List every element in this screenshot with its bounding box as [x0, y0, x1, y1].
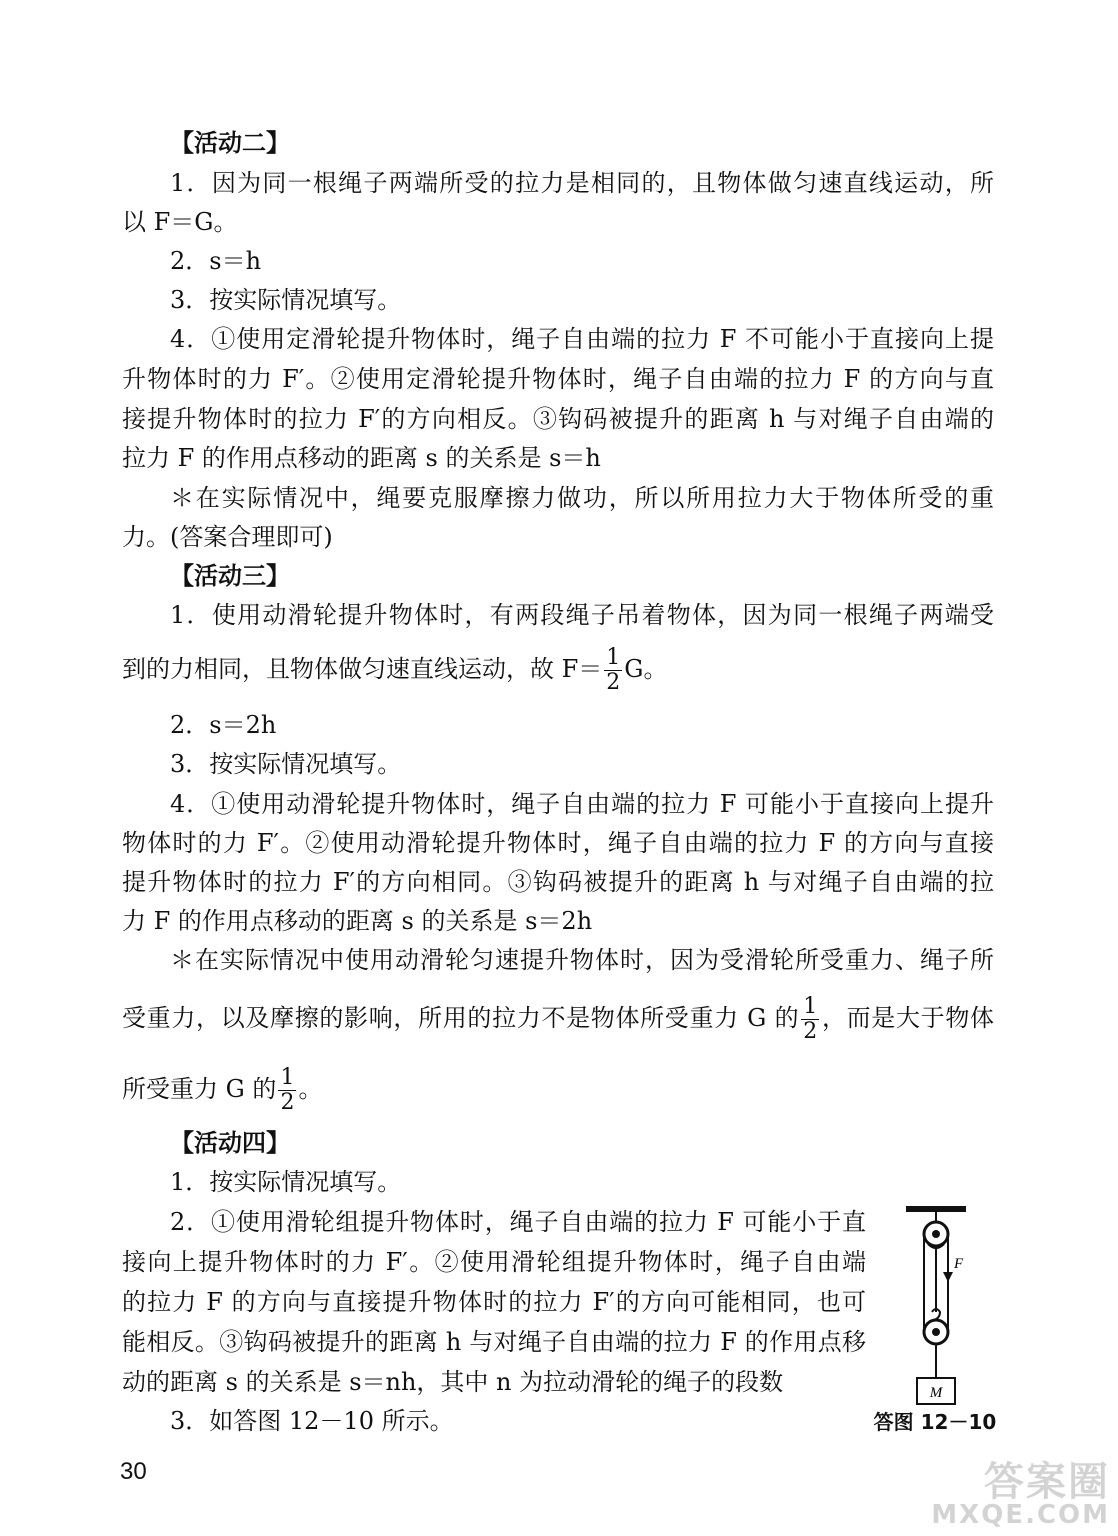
fraction-one-half: $\frac{1}{2}$ — [803, 994, 818, 1044]
force-label: F — [954, 1256, 964, 1272]
act2-answer-4-line3: 接提升物体时的拉力 F′的方向相反。③钩码被提升的距离 h 与对绳子自由端的 — [122, 405, 994, 433]
act3-note-line3: 所受重力 G 的 $\frac{1}{2}$ 。 — [122, 1065, 323, 1115]
figure-caption: 答图 12－10 — [873, 1410, 997, 1434]
act3-answer-2: 2．s＝2h — [170, 711, 277, 739]
activity-3-heading: 【活动三】 — [170, 561, 290, 590]
act3-answer-3: 3．按实际情况填写。 — [170, 750, 402, 778]
fraction-one-half: $\frac{1}{2}$ — [606, 645, 621, 695]
mass-label: M — [929, 1385, 943, 1401]
act2-answer-1-line1: 1．因为同一根绳子两端所受的拉力是相同的，且物体做匀速直线运动，所 — [170, 169, 994, 197]
page-number: 30 — [120, 1458, 147, 1485]
act2-answer-1-line2: 以 F＝G。 — [122, 208, 238, 236]
act2-note-line2: 力。(答案合理即可) — [122, 523, 333, 551]
act4-answer-2-line3: 的拉力 F 的方向与直接提升物体时的拉力 F′的方向可能相同，也可 — [122, 1288, 866, 1316]
act3-note-line1: ＊在实际情况中使用动滑轮匀速提升物体时，因为受滑轮所受重力、绳子所 — [170, 946, 994, 974]
act4-answer-2-line4: 能相反。③钩码被提升的距离 h 与对绳子自由端的拉力 F 的作用点移 — [122, 1328, 866, 1356]
act4-answer-2-line5: 动的距离 s 的关系是 s＝nh，其中 n 为拉动滑轮的绳子的段数 — [122, 1368, 784, 1396]
act3-answer-1-line2: 到的力相同，且物体做匀速直线运动，故 F＝ $\frac{1}{2}$ G。 — [122, 645, 668, 695]
act2-answer-4-line2: 升物体时的力 F′。②使用定滑轮提升物体时，绳子自由端的拉力 F 的方向与直 — [122, 365, 994, 393]
watermark-logo: 答案圈 MXQE.COM — [931, 1459, 1110, 1530]
activity-4-heading: 【活动四】 — [170, 1128, 290, 1157]
activity-2-heading: 【活动二】 — [170, 128, 290, 157]
ceiling-bar — [906, 1206, 966, 1212]
act3-answer-4-line1: 4．①使用动滑轮提升物体时，绳子自由端的拉力 F 可能小于直接向上提升 — [170, 790, 994, 818]
pulley-system-diagram — [876, 1200, 986, 1440]
act2-answer-3: 3．按实际情况填写。 — [170, 286, 402, 314]
force-arrow-icon — [943, 1272, 953, 1282]
act2-answer-4-line1: 4．①使用定滑轮提升物体时，绳子自由端的拉力 F 不可能小于直接向上提 — [170, 325, 994, 353]
act2-answer-4-line4: 拉力 F 的作用点移动的距离 s 的关系是 s＝h — [122, 444, 601, 472]
act3-answer-4-line2: 物体时的力 F′。②使用动滑轮提升物体时，绳子自由端的拉力 F 的方向与直接 — [122, 829, 994, 857]
act2-note-line1: ＊在实际情况中，绳要克服摩擦力做功，所以所用拉力大于物体所受的重 — [170, 484, 994, 512]
act3-answer-4-line4: 力 F 的作用点移动的距离 s 的关系是 s＝2h — [122, 907, 593, 935]
act3-answer-4-line3: 提升物体时的拉力 F′的方向相同。③钩码被提升的距离 h 与对绳子自由端的拉 — [122, 868, 994, 896]
act3-answer-1-line1: 1．使用动滑轮提升物体时，有两段绳子吊着物体，因为同一根绳子两端受 — [170, 601, 994, 629]
fraction-one-half: $\frac{1}{2}$ — [280, 1065, 295, 1115]
act4-answer-2-line1: 2．①使用滑轮组提升物体时，绳子自由端的拉力 F 可能小于直 — [170, 1208, 866, 1236]
act3-answer-1-text: 到的力相同，且物体做匀速直线运动，故 F＝ — [122, 655, 603, 683]
act4-answer-2-line2: 接向上提升物体时的力 F′。②使用滑轮组提升物体时，绳子自由端 — [122, 1248, 866, 1276]
act2-answer-2: 2．s＝h — [170, 247, 262, 275]
act3-note-line2: 受重力，以及摩擦的影响，所用的拉力不是物体所受重力 G 的 $\frac{1}{2}$ ，而是大于物体 — [122, 994, 994, 1044]
act4-answer-1: 1．按实际情况填写。 — [170, 1168, 402, 1196]
act4-answer-3: 3．如答图 12－10 所示。 — [170, 1407, 454, 1435]
